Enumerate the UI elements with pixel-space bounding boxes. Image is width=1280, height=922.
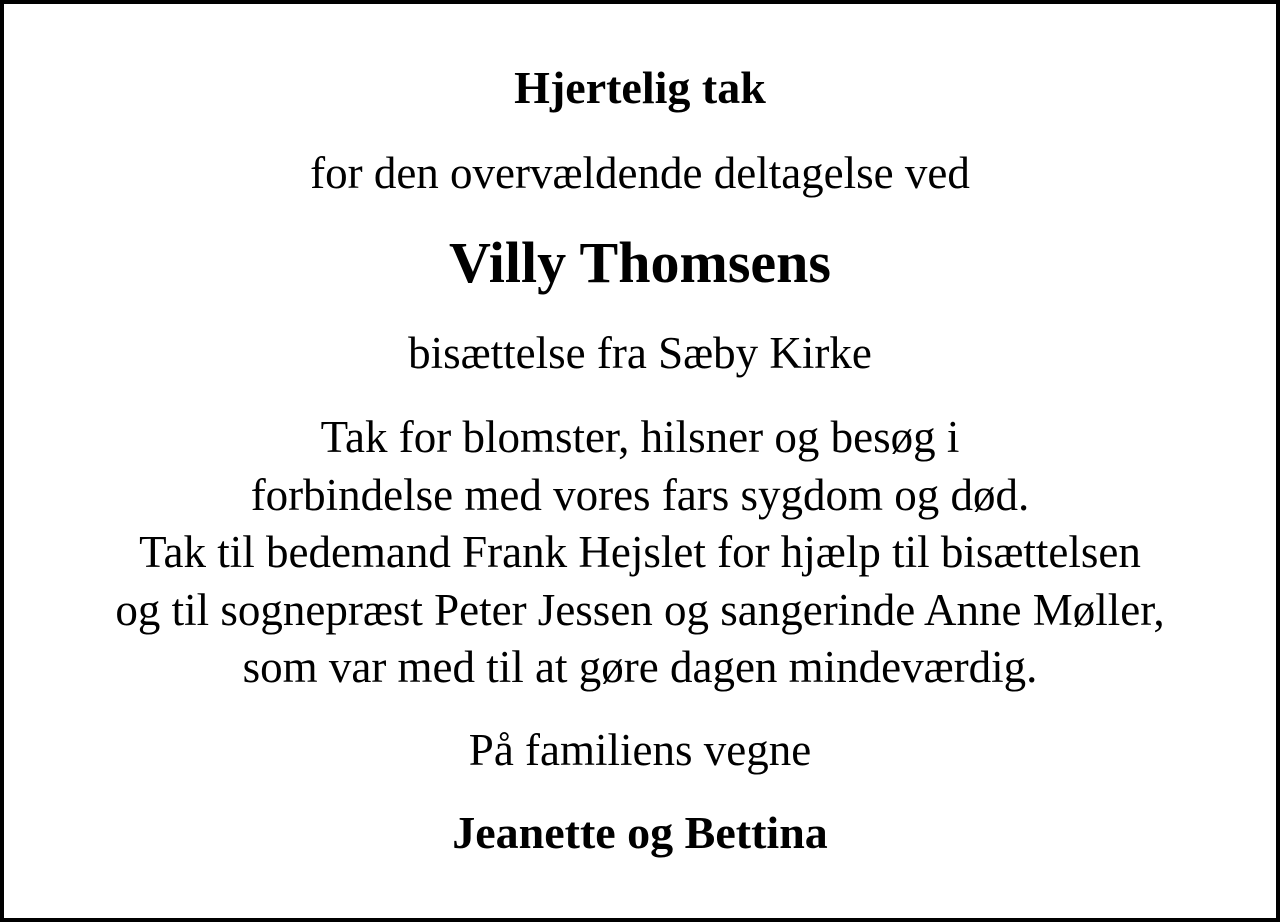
thank-you-message (4, 409, 1276, 697)
notice-heading: Hjertelig tak (514, 62, 766, 113)
closing-phrase: På familiens vegne (468, 725, 812, 775)
message-line-2: forbindelse med vores fars sygdom og død. (250, 469, 1030, 520)
message-line-4: og til sognepræst Peter Jessen og sangerinde Anne Møller, (115, 584, 1165, 635)
message-line-1: Tak for blomster, hilsner og besøg i (320, 412, 960, 462)
deceased-name: Villy Thomsens (449, 230, 831, 295)
signature-names: Jeanette og Bettina (452, 807, 828, 858)
funeral-church: bisættelse fra Sæby Kirke (408, 328, 872, 378)
notice-intro: for den overvældende deltagelse ved (310, 148, 970, 198)
message-line-5: som var med til at gøre dagen mindeværdig. (242, 642, 1038, 692)
message-line-3: Tak til bedemand Frank Hejslet for hjælp til bisættelsen (139, 527, 1141, 577)
